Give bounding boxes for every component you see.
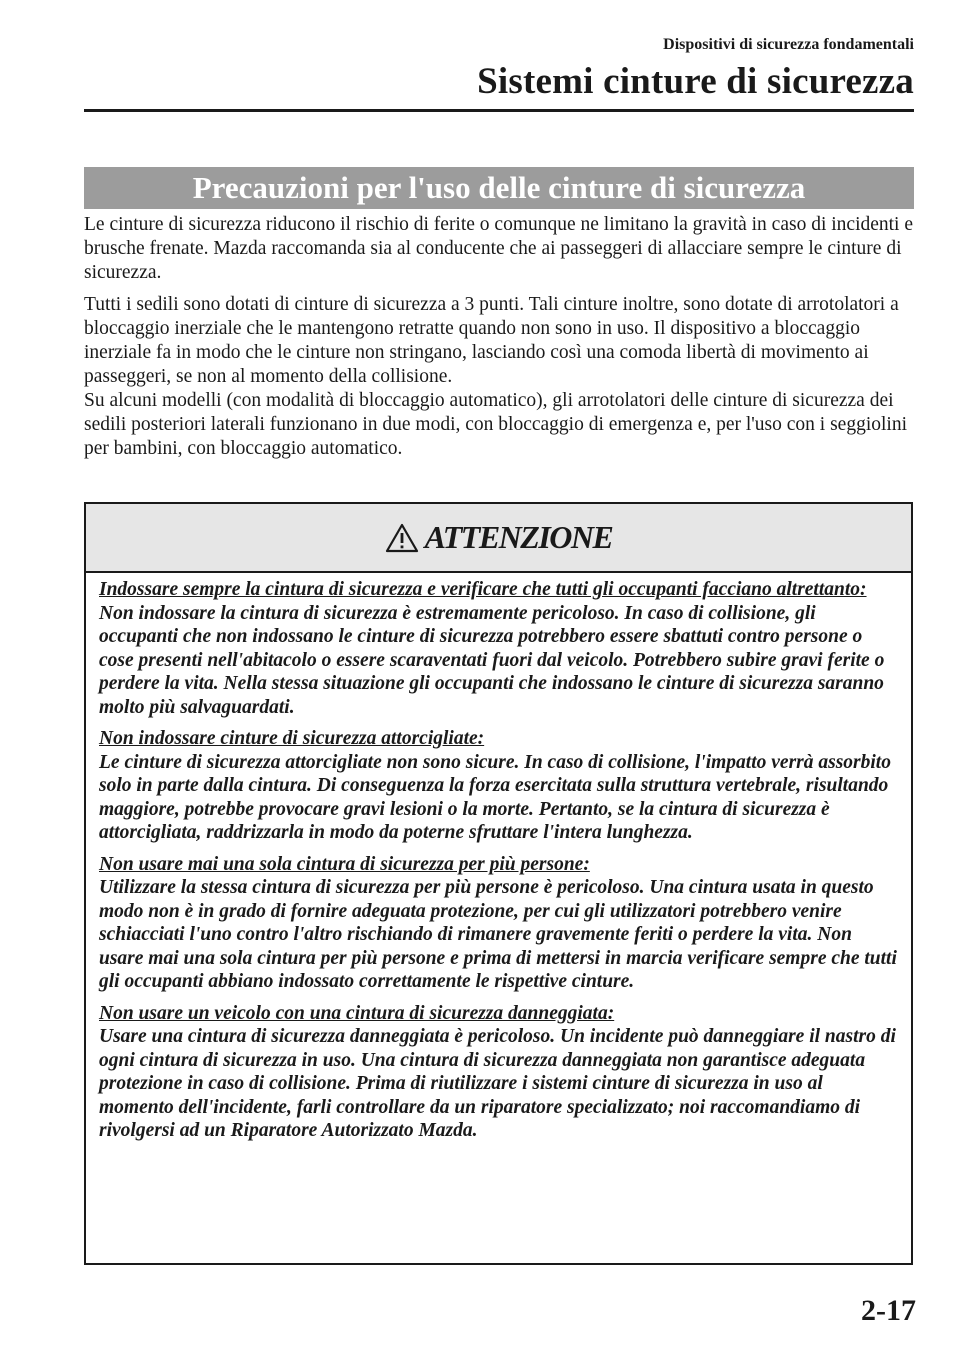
warning-box	[84, 502, 913, 1265]
warning-triangle-icon	[385, 523, 419, 553]
warning-item	[99, 727, 899, 845]
section-header: Sistemi cinture di sicurezza	[477, 61, 914, 102]
warning-item-text: Le cinture di sicurezza attorcigliate non sono sicure. In caso di collisione, l'impatto verrà assorbito solo in parte dalla cintura. Di conseguenza la forza esercitata sulla struttura vertebrale, risultando maggiore, potrebbe provocare gravi lesioni o la morte. Pertanto, se la cintura di sicurezza è attorcigliata, raddrizzarla in modo da poterne sfruttare l'intera lunghezza.	[99, 751, 891, 843]
warning-item	[99, 1002, 899, 1143]
warning-item-text: Non indossare la cintura di sicurezza è estremamente pericoloso. In caso di collisione, gli occupanti che non indossano le cinture di sicurezza potrebbero essere sbattuti contro persone o cose presenti nell'abitacolo o essere scaraventati fuori dal veicolo. Potrebbero subire gravi ferite o perdere la vita. Nella stessa situazione gli occupanti che indossano le cinture di sicurezza saranno molto più salvaguardati.	[99, 602, 885, 718]
warning-item-title: Non usare un veicolo con una cintura di sicurezza danneggiata:	[99, 1002, 615, 1024]
warning-item-title: Indossare sempre la cintura di sicurezza e verificare che tutti gli occupanti facciano altrettanto:	[99, 579, 867, 600]
section-title-bar: Precauzioni per l'uso delle cinture di sicurezza	[84, 167, 914, 209]
warning-item-text: Utilizzare la stessa cintura di sicurezza per più persone è pericoloso. Una cintura usata in questo modo non è in grado di fornire adeguata protezione, per cui gli utilizzatori potrebbero venire schiacciati l'uno contro l'altro rischiando di rimanere gravemente feriti o perdere la vita. Non usare mai una sola cintura per più persone e prima di mettersi in marcia verificare sempre che tutti gli occupanti abbiano indossato correttamente le rispettive cinture.	[99, 877, 897, 992]
warning-item-title: Non usare mai una sola cintura di sicurezza per più persone:	[99, 853, 590, 875]
warning-header	[86, 504, 911, 573]
warning-label: ATTENZIONE	[424, 519, 613, 555]
header-divider	[84, 109, 914, 112]
warning-item	[99, 853, 899, 994]
warning-item-text: Usare una cintura di sicurezza danneggiata è pericoloso. Un incidente può danneggiare il nastro di ogni cintura di sicurezza in uso. Una cintura di sicurezza danneggiata non garantisce adeguata protezione in caso di collisione. Prima di riutilizzare i sistemi cinture di sicurezza in uso al momento dell'incidente, farli controllare da un riparatore specializzato; noi raccomandiamo di rivolgersi ad un Riparatore Autorizzato Mazda.	[99, 1026, 896, 1141]
paragraph: Su alcuni modelli (con modalità di bloccaggio automatico), gli arrotolatori delle cinture di sicurezza dei sedili posteriori laterali funzionano in due modi, con bloccaggio di emergenza e, per l'uso con i seggiolini per bambini, con bloccaggio automatico.	[84, 390, 908, 459]
warning-item-title: Non indossare cinture di sicurezza attorcigliate:	[99, 728, 485, 749]
page-number: 2-17	[861, 1294, 916, 1327]
chapter-title: Dispositivi di sicurezza fondamentali	[663, 36, 914, 53]
body-text	[84, 213, 914, 469]
paragraph: Le cinture di sicurezza riducono il rischio di ferite o comunque ne limitano la gravità in caso di incidenti e brusche frenate. Mazda raccomanda sia al conducente che ai passeggeri di allacciare sempre le cinture di sicurezza.	[84, 214, 914, 283]
paragraph: Tutti i sedili sono dotati di cinture di sicurezza a 3 punti. Tali cinture inoltre, sono dotate di arrotolatori a bloccaggio inerziale che le mantengono retratte quando non sono in uso. Il dispositivo a bloccaggio inerziale fa in modo che le cinture non stringano, lasciando così una comoda libertà di movimento ai passeggeri, se non al momento della collisione.	[84, 294, 899, 387]
warning-item	[99, 578, 899, 719]
warning-body	[86, 573, 911, 1143]
